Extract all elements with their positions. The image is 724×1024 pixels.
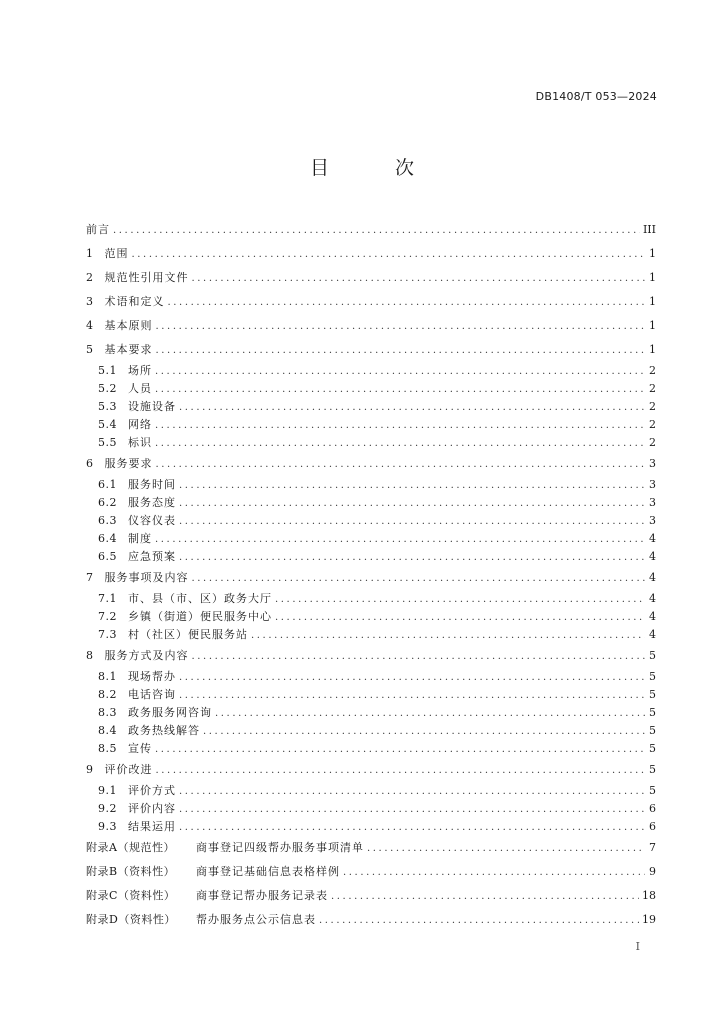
section-number: 8.5 (98, 742, 117, 755)
section-number: 8 (86, 649, 94, 662)
page-ref: 4 (649, 571, 656, 584)
dot-leader (168, 291, 646, 315)
section-number: 9.2 (98, 802, 117, 815)
section-number: 5.5 (98, 436, 117, 449)
table-of-contents (86, 218, 656, 932)
section-number: 4 (86, 319, 94, 332)
section-title: 宣传 (128, 742, 152, 755)
dot-leader (156, 759, 646, 783)
toc-entry[interactable] (86, 434, 656, 452)
dot-leader (179, 687, 645, 705)
dot-leader (179, 513, 645, 531)
toc-entry[interactable] (86, 476, 656, 494)
document-code: DB1408/T 053—2024 (535, 90, 657, 103)
section-title: 基本原则 (104, 319, 153, 332)
page-ref: 2 (649, 400, 656, 413)
section-title: 商事登记帮办服务记录表 (196, 889, 328, 902)
section-number: 6.5 (98, 550, 117, 563)
section-title: 服务事项及内容 (104, 571, 189, 584)
toc-entry[interactable] (86, 242, 656, 266)
section-number: 6.2 (98, 496, 117, 509)
section-title: 人员 (128, 382, 152, 395)
page-ref: 5 (649, 688, 656, 701)
section-title: 政务服务网咨询 (128, 706, 212, 719)
page-ref: 6 (649, 820, 656, 833)
toc-entry[interactable] (86, 644, 656, 668)
page-ref: 1 (649, 271, 656, 284)
page-ref: 5 (649, 706, 656, 719)
dot-leader (179, 477, 645, 495)
section-title: 结果运用 (128, 820, 176, 833)
section-title: 仪容仪表 (128, 514, 176, 527)
toc-entry[interactable] (86, 314, 656, 338)
section-title: 规范性引用文件 (104, 271, 189, 284)
dot-leader (192, 267, 646, 291)
toc-entry[interactable] (86, 800, 656, 818)
page-ref: 5 (649, 742, 656, 755)
page-ref: 2 (649, 436, 656, 449)
section-title: 村（社区）便民服务站 (128, 628, 248, 641)
dot-leader (343, 861, 645, 885)
toc-entry[interactable] (86, 452, 656, 476)
section-title: 商事登记基础信息表格样例 (196, 865, 340, 878)
page-ref: 5 (649, 649, 656, 662)
page-ref: 2 (649, 382, 656, 395)
section-title: 基本要求 (104, 343, 153, 356)
section-number: 7.2 (98, 610, 117, 623)
page-ref: 6 (649, 802, 656, 815)
section-number: 2 (86, 271, 94, 284)
section-title: 设施设备 (128, 400, 176, 413)
dot-leader (156, 339, 646, 363)
dot-leader (179, 783, 645, 801)
section-number: 6.3 (98, 514, 117, 527)
section-number: 7.3 (98, 628, 117, 641)
page-ref: 19 (642, 913, 656, 926)
toc-entry[interactable] (86, 704, 656, 722)
section-number: 8.2 (98, 688, 117, 701)
section-number: 5 (86, 343, 94, 356)
toc-entry[interactable] (86, 740, 656, 758)
toc-entry[interactable] (86, 548, 656, 566)
section-title: 电话咨询 (128, 688, 176, 701)
section-title: 术语和定义 (104, 295, 165, 308)
section-title: 市、县（市、区）政务大厅 (128, 592, 272, 605)
page-ref: III (642, 223, 656, 236)
toc-entry[interactable] (86, 398, 656, 416)
section-title: 场所 (128, 364, 152, 377)
section-number: 1 (86, 247, 94, 260)
page-ref: 4 (649, 532, 656, 545)
section-number: 5.3 (98, 400, 117, 413)
page-ref: 7 (649, 841, 656, 854)
page-ref: 1 (649, 343, 656, 356)
section-number: 6.4 (98, 532, 117, 545)
section-number: 8.3 (98, 706, 117, 719)
toc-entry[interactable] (86, 860, 656, 884)
appendix-label: 附录A（规范性） (86, 841, 175, 854)
appendix-label: 附录B（资料性） (86, 865, 176, 878)
toc-entry[interactable] (86, 908, 656, 932)
section-title: 制度 (128, 532, 152, 545)
dot-leader (275, 609, 645, 627)
toc-entry[interactable] (86, 758, 656, 782)
toc-entry[interactable] (86, 266, 656, 290)
toc-entry[interactable] (86, 668, 656, 686)
page-ref: 3 (649, 478, 656, 491)
section-title: 评价内容 (128, 802, 176, 815)
dot-leader (113, 219, 640, 243)
toc-entry[interactable] (86, 626, 656, 644)
section-number: 9.3 (98, 820, 117, 833)
section-number: 6.1 (98, 478, 117, 491)
toc-entry[interactable] (86, 836, 656, 860)
page-number: I (635, 940, 640, 953)
dot-leader (156, 453, 646, 477)
dot-leader (179, 801, 645, 819)
dot-leader (155, 381, 645, 399)
section-number: 8.4 (98, 724, 117, 737)
toc-entry[interactable] (86, 290, 656, 314)
page-ref: 1 (649, 295, 656, 308)
dot-leader (192, 567, 646, 591)
dot-leader (179, 399, 645, 417)
toc-entry[interactable] (86, 884, 656, 908)
section-title: 服务时间 (128, 478, 176, 491)
toc-entry[interactable] (86, 590, 656, 608)
page-ref: 1 (649, 319, 656, 332)
dot-leader (331, 885, 639, 909)
toc-entry[interactable] (86, 218, 656, 242)
section-title: 范围 (104, 247, 129, 260)
page-ref: 1 (649, 247, 656, 260)
section-title: 服务态度 (128, 496, 176, 509)
toc-entry[interactable] (86, 722, 656, 740)
page-ref: 3 (649, 496, 656, 509)
section-title: 前言 (86, 223, 110, 236)
page-ref: 5 (649, 763, 656, 776)
toc-entry[interactable] (86, 416, 656, 434)
page-ref: 4 (649, 628, 656, 641)
dot-leader (155, 741, 645, 759)
page-ref: 5 (649, 724, 656, 737)
toc-entry[interactable] (86, 380, 656, 398)
section-title: 评价方式 (128, 784, 176, 797)
section-number: 6 (86, 457, 94, 470)
dot-leader (179, 495, 645, 513)
page-ref: 4 (649, 550, 656, 563)
page-ref: 9 (649, 865, 656, 878)
toc-entry[interactable] (86, 686, 656, 704)
dot-leader (319, 909, 639, 933)
toc-entry[interactable] (86, 512, 656, 530)
dot-leader (132, 243, 646, 267)
toc-entry[interactable] (86, 608, 656, 626)
section-title: 现场帮办 (128, 670, 176, 683)
toc-entry[interactable] (86, 362, 656, 380)
section-title: 乡镇（街道）便民服务中心 (128, 610, 272, 623)
appendix-label: 附录D（资料性） (86, 913, 176, 926)
section-title: 标识 (128, 436, 152, 449)
section-number: 5.4 (98, 418, 117, 431)
dot-leader (215, 705, 645, 723)
page-ref: 18 (642, 889, 656, 902)
dot-leader (251, 627, 645, 645)
dot-leader (155, 435, 645, 453)
page-ref: 2 (649, 364, 656, 377)
toc-entry[interactable] (86, 494, 656, 512)
toc-entry[interactable] (86, 818, 656, 836)
page-ref: 5 (649, 670, 656, 683)
dot-leader (179, 549, 645, 567)
section-title: 网络 (128, 418, 152, 431)
toc-entry[interactable] (86, 782, 656, 800)
section-number: 5.1 (98, 364, 117, 377)
section-number: 7.1 (98, 592, 117, 605)
section-number: 5.2 (98, 382, 117, 395)
section-title: 帮办服务点公示信息表 (196, 913, 316, 926)
page-ref: 4 (649, 610, 656, 623)
dot-leader (275, 591, 645, 609)
page-ref: 4 (649, 592, 656, 605)
toc-entry[interactable] (86, 338, 656, 362)
section-number: 9.1 (98, 784, 117, 797)
dot-leader (367, 837, 645, 861)
section-title: 政务热线解答 (128, 724, 200, 737)
dot-leader (192, 645, 646, 669)
toc-title: 目 次 (309, 157, 445, 179)
appendix-label: 附录C（资料性） (86, 889, 176, 902)
toc-entry[interactable] (86, 530, 656, 548)
section-title: 评价改进 (104, 763, 153, 776)
section-title: 服务方式及内容 (104, 649, 189, 662)
dot-leader (155, 531, 645, 549)
dot-leader (179, 669, 645, 687)
section-number: 3 (86, 295, 94, 308)
page-ref: 3 (649, 457, 656, 470)
dot-leader (155, 417, 645, 435)
dot-leader (179, 819, 645, 837)
page-ref: 5 (649, 784, 656, 797)
dot-leader (156, 315, 646, 339)
section-title: 服务要求 (104, 457, 153, 470)
toc-entry[interactable] (86, 566, 656, 590)
section-number: 9 (86, 763, 94, 776)
dot-leader (203, 723, 645, 741)
dot-leader (155, 363, 645, 381)
section-number: 7 (86, 571, 94, 584)
page-ref: 3 (649, 514, 656, 527)
section-title: 应急预案 (128, 550, 176, 563)
page-ref: 2 (649, 418, 656, 431)
section-title: 商事登记四级帮办服务事项清单 (196, 841, 364, 854)
section-number: 8.1 (98, 670, 117, 683)
